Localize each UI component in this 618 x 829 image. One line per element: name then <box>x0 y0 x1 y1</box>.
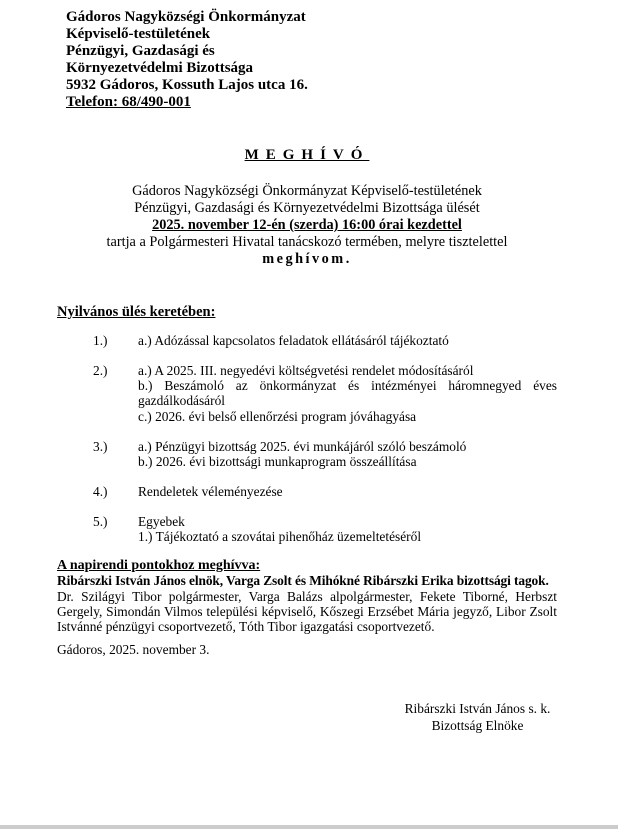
agenda-item <box>93 514 557 545</box>
agenda-item-number: 3.) <box>93 438 108 454</box>
place-date-line: Gádoros, 2025. november 3. <box>57 642 210 657</box>
agenda-item-number: 5.) <box>93 513 108 529</box>
invitees-heading: A napirendi pontokhoz meghívva: <box>57 558 261 573</box>
invitation-paragraph <box>57 183 557 268</box>
invitees-members: Ribárszki István János elnök, Varga Zsolt és Mihókné Ribárszki Erika bizottsági tagok. <box>57 573 549 589</box>
signatory-name: Ribárszki István János s. k. <box>404 701 551 716</box>
letterhead-line: Gádoros Nagyközségi Önkormányzat <box>66 9 306 25</box>
letterhead-line: Képviselő-testületének <box>66 26 211 42</box>
agenda-item-text: a.) A 2025. III. negyedévi költségvetési rendelet módosításáról <box>138 362 474 378</box>
agenda-item <box>93 484 557 499</box>
letterhead-phone: Telefon: 68/490-001 <box>66 94 191 110</box>
agenda-item-text: b.) 2026. évi bizottsági munkaprogram összeállítása <box>138 453 417 469</box>
agenda-list <box>57 333 557 544</box>
invitation-line: tartja a Polgármesteri Hivatal tanácskozó termében, melyre tisztelettel <box>106 234 508 250</box>
letterhead-address: 5932 Gádoros, Kossuth Lajos utca 16. <box>66 77 308 93</box>
agenda-item-text: a.) Adózással kapcsolatos feladatok ellátásáról tájékoztató <box>138 333 449 348</box>
invitation-closing: meghívom. <box>262 251 352 267</box>
agenda-section-heading: Nyilvános ülés keretében: <box>57 304 216 320</box>
agenda-item <box>93 363 557 424</box>
agenda-item-text: a.) Pénzügyi bizottság 2025. évi munkájáról szóló beszámoló <box>138 438 467 454</box>
agenda-item-number: 1.) <box>93 333 108 348</box>
signature-block <box>367 700 588 734</box>
letterhead-line: Környezetvédelmi Bizottsága <box>66 60 254 76</box>
agenda-item-text: Egyebek <box>138 513 185 529</box>
meeting-datetime: 2025. november 12-én (szerda) 16:00 órai kezdettel <box>152 217 462 233</box>
agenda-item-text: Rendeletek véleményezése <box>138 483 283 499</box>
agenda-section-heading-row <box>57 304 557 320</box>
signatory-role: Bizottság Elnöke <box>431 718 524 733</box>
invitation-line: Gádoros Nagyközségi Önkormányzat Képviselő-testületének <box>132 183 482 199</box>
agenda-item-number: 4.) <box>93 483 108 499</box>
viewer-bottom-edge <box>0 825 618 829</box>
title-row <box>57 146 557 164</box>
agenda-item <box>93 333 557 348</box>
invitees-others: Dr. Szilágyi Tibor polgármester, Varga Balázs alpolgármester, Fekete Tiborné, Herbszt Gergely, Simondán Vilmos települési képviselő, Kőszegi Erzsébet Mária jegyző, Libor Zsolt Istvánné pénzügyi csoportvezető, Tóth Tibor igazgatási csoportvezető. <box>57 588 557 635</box>
agenda-item-number: 2.) <box>93 362 108 378</box>
invitees-heading-row <box>57 557 557 573</box>
invitees-section <box>57 557 557 634</box>
invitation-line: Pénzügyi, Gazdasági és Környezetvédelmi Bizottsága ülését <box>134 200 480 216</box>
agenda-item <box>93 439 557 470</box>
agenda-item-text: c.) 2026. évi belső ellenőrzési program jóváhagyása <box>138 408 417 424</box>
letterhead-line: Pénzügyi, Gazdasági és <box>66 43 215 59</box>
agenda-item-text: b.) Beszámoló az önkormányzat és intézményei háromnegyed éves gazdálkodásáról <box>138 378 557 409</box>
agenda-subitem-text: 1.) Tájékoztató a szovátai pihenőház üzemeltetéséről <box>138 529 422 545</box>
letterhead <box>66 9 308 111</box>
document-title: MEGHÍVÓ <box>244 147 370 163</box>
